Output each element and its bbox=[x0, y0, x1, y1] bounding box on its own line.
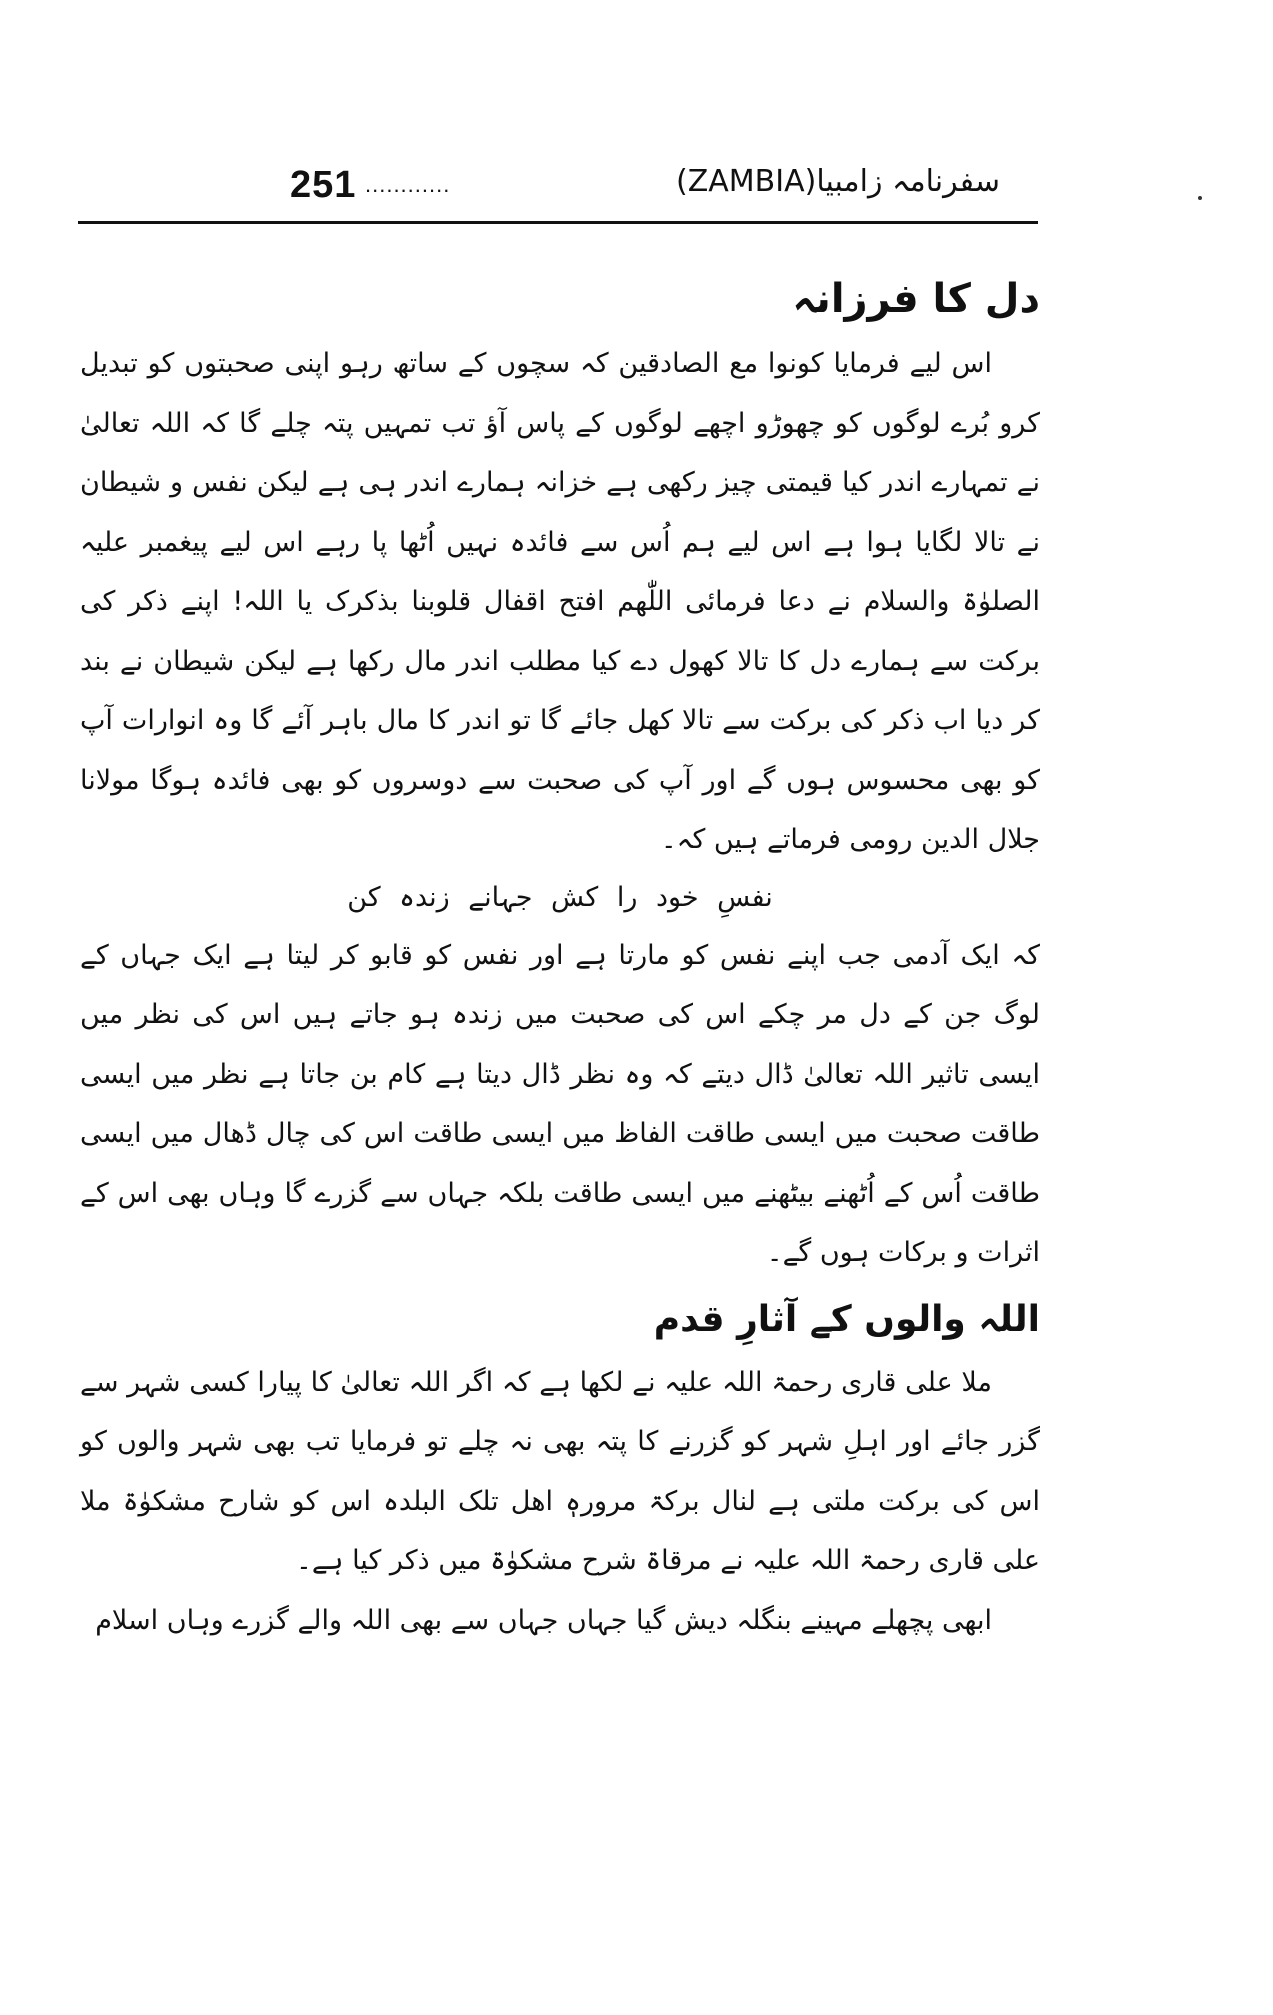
page-header bbox=[120, 160, 1040, 220]
section-heading-dil-ka-farzana: دل کا فرزانہ bbox=[792, 276, 1040, 322]
header-divider bbox=[78, 221, 1038, 224]
section-heading-allah-walon: اللہ والوں کے آثارِ قدم bbox=[653, 1298, 1040, 1340]
paragraph-2: کہ ایک آدمی جب اپنے نفس کو مارتا ہے اور نفس کو قابو کر لیتا ہے ایک جہاں کے لوگ جن کے دل مر چکے اس کی صحبت میں زندہ ہو جاتے ہیں اس کی نظر میں ایسی تاثیر اللہ تعالیٰ ڈال دیتے کہ وہ نظر ڈال دیتا ہے کام بن جاتا ہے نظر میں ایسی طاقت صحبت میں ایسی طاقت الفاظ میں ایسی طاقت اس کی چال ڈھال میں ایسی طاقت اُس کے اُٹھنے بیٹھنے میں ایسی طاقت بلکہ جہاں سے گزرے گا وہاں بھی اس کے اثرات و برکات ہوں گے۔ bbox=[80, 939, 1040, 1268]
page-number: 251 bbox=[290, 164, 357, 206]
paragraph-4: ابھی پچھلے مہینے بنگلہ دیش گیا جہاں جہاں سے بھی اللہ والے گزرے وہاں اسلام bbox=[95, 1604, 992, 1636]
paragraph-1: اس لیے فرمایا کونوا مع الصادقین کہ سچوں کے ساتھ رہو اپنی صحبتوں کو تبدیل کرو بُرے لوگوں کو چھوڑو اچھے لوگوں کے پاس آؤ تب تمہیں پتہ چلے گا کہ اللہ تعالیٰ نے تمہارے اندر کیا قیمتی چیز رکھی ہے خزانہ ہمارے اندر ہی ہے لیکن نفس و شیطان نے تالا لگایا ہوا ہے اس لیے ہم اُس سے فائدہ نہیں اُٹھا پا رہے اس لیے پیغمبر علیہ الصلوٰۃ والسلام نے دعا فرمائی اللّٰھم افتح اقفال قلوبنا بذکرک یا اللہ! اپنے ذکر کی برکت سے ہمارے دل کا تالا کھول دے کیا مطلب اندر مال رکھا ہے لیکن شیطان نے بند کر دیا اب ذکر کی برکت سے تالا کھل جائے گا تو اندر کا مال باہر آئے گا وہ انوارات آپ کو بھی محسوس ہوں گے اور آپ کی صحبت سے دوسروں کو بھی فائدہ ہوگا مولانا جلال الدین رومی فرماتے ہیں کہ۔ bbox=[80, 348, 1040, 855]
persian-verse: نفسِ خود را کش جہانے زندہ کن bbox=[347, 881, 773, 913]
scan-speck bbox=[1198, 196, 1202, 200]
header-leader-dots: ............ bbox=[365, 172, 451, 197]
running-title: سفرنامہ زامبیا(ZAMBIA) bbox=[675, 164, 1000, 199]
paragraph-3: ملا علی قاری رحمۃ اللہ علیہ نے لکھا ہے کہ اگر اللہ تعالیٰ کا پیارا کسی شہر سے گزر جائے اور اہلِ شہر کو گزرنے کا پتہ بھی نہ چلے تو فرمایا تب بھی شہر والوں کو اس کی برکت ملتی ہے لنال برکۃ مرورہٖ اھل تلک البلدہ اس کو شارح مشکوٰۃ ملا علی قاری رحمۃ اللہ علیہ نے مرقاۃ شرح مشکوٰۃ میں ذکر کیا ہے۔ bbox=[80, 1366, 1040, 1576]
page-body bbox=[80, 270, 1040, 1650]
